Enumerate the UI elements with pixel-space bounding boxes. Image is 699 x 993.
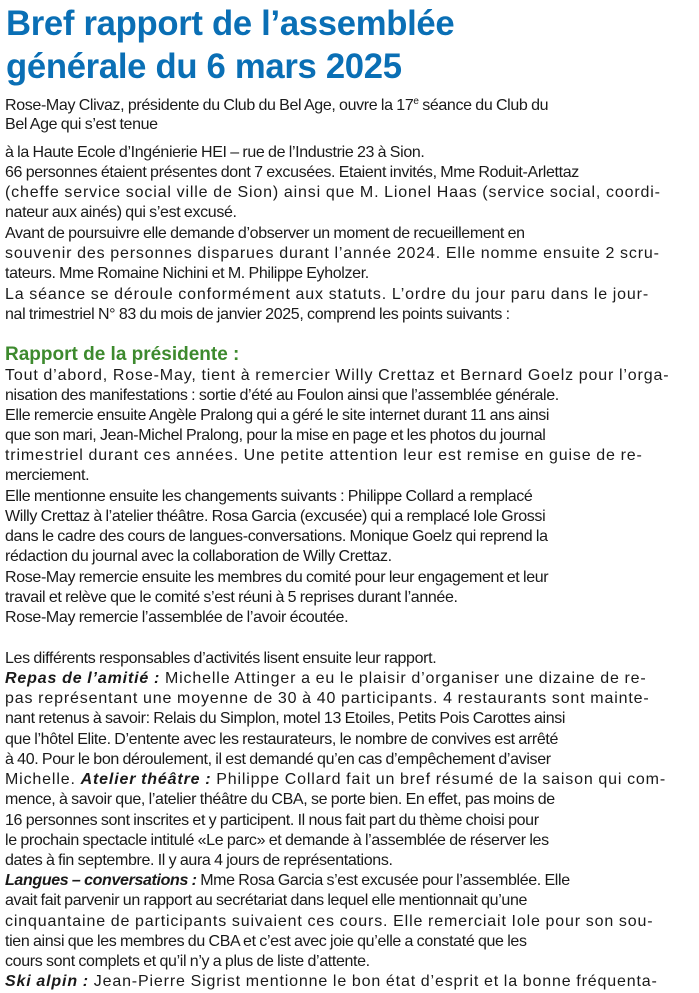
langues-line-3: cinquantaine de participants suivaient ces cours. Elle remerciait Iole pour son sou- [5, 913, 654, 930]
report-line-3: Elle remercie ensuite Angèle Pralong qui a géré le site internet durant 11 ans ainsi [5, 407, 550, 424]
intro-line-6: nateur aux ainés) qui s’est excusé. [5, 204, 237, 221]
ski-line-1 [5, 972, 693, 991]
title-line-2: générale du 6 mars 2025 [6, 47, 402, 86]
theatre-line-5: dates à fin septembre. Il y aura 4 jours de représentations. [5, 852, 393, 869]
intro-line-1 [5, 96, 693, 115]
langues-text-1: Mme Rosa Garcia s’est excusée pour l’assemblée. Elle [196, 872, 570, 889]
repas-line-4: que l’hôtel Elite. D’entente avec les restaurateurs, le nombre de convives est arrêté [5, 731, 559, 748]
intro-line-1-end: séance du Club du [418, 97, 549, 114]
repas-line-1 [5, 669, 693, 688]
title-line-1: Bref rapport de l’assemblée [6, 4, 455, 43]
ski-text-1: Jean-Pierre Sigrist mentionne le bon état d’esprit et la bonne fréquenta- [88, 973, 658, 990]
intro-line-5: (cheffe service social ville de Sion) ainsi que M. Lionel Haas (service social, coordi- [5, 184, 661, 201]
repas-text-6: Michelle. [5, 771, 81, 788]
report-line-12: travail et relève que le comité s’est réuni à 5 reprises durant l’année. [5, 589, 458, 606]
repas-label: Repas de l’amitié : [5, 670, 161, 687]
intro-line-4: 66 personnes étaient présentes dont 7 excusées. Etaient invités, Mme Roduit-Arlettaz [5, 164, 579, 181]
repas-line-2: pas représentant une moyenne de 30 à 40 participants. 4 restaurants sont mainte- [5, 690, 650, 707]
langues-line-5: cours sont complets et qu’il n’y a plus de liste d’attente. [5, 953, 370, 970]
intro-line-3: à la Haute Ecole d’Ingénierie HEI – rue de l’Industrie 23 à Sion. [5, 144, 425, 161]
report-line-2: nisation des manifestations : sortie d’été au Foulon ainsi que l’assemblée générale. [5, 387, 559, 404]
report-line-5: trimestriel durant ces années. Une petite attention leur est remise en guise de re- [5, 447, 643, 464]
intro-line-2: Bel Age qui s’est tenue [5, 116, 158, 133]
intro-line-11: nal trimestriel N° 83 du mois de janvier 2025, comprend les points suivants : [5, 306, 510, 323]
langues-line-1 [5, 871, 693, 890]
report-line-7: Elle mentionne ensuite les changements suivants : Philippe Collard a remplacé [5, 488, 533, 505]
report-line-6: merciement. [5, 467, 90, 484]
repas-line-5: à 40. Pour le bon déroulement, il est demandé qu’en cas d’empêchement d’aviser [5, 751, 551, 768]
activities-intro: Les différents responsables d’activités lisent ensuite leur rapport. [5, 650, 437, 667]
theatre-line-4: le prochain spectacle intitulé «Le parc» et demande à l’assemblée de réserver les [5, 832, 549, 849]
section-heading-president-report: Rapport de la présidente : [5, 344, 240, 365]
theatre-label: Atelier théâtre : [80, 771, 212, 788]
report-line-1: Tout d’abord, Rose-May, tient à remercier Willy Crettaz et Bernard Goelz pour l’orga- [5, 367, 670, 384]
report-line-11: Rose-May remercie ensuite les membres du comité pour leur engagement et leur [5, 569, 549, 586]
repas-theatre-line [5, 770, 693, 789]
report-line-8: Willy Crettaz à l’atelier théâtre. Rosa Garcia (excusée) qui a remplacé Iole Grossi [5, 508, 546, 525]
ordinal-superscript: e [413, 96, 419, 107]
repas-line-3: nant retenus à savoir: Relais du Simplon, motel 13 Etoiles, Petits Pois Carottes ainsi [5, 710, 566, 727]
intro-line-8: souvenir des personnes disparues durant l’année 2024. Elle nomme ensuite 2 scru- [5, 245, 660, 262]
intro-line-9: tateurs. Mme Romaine Nichini et M. Philippe Eyholzer. [5, 265, 369, 282]
ski-label: Ski alpin : [5, 973, 89, 990]
langues-line-4: tien ainsi que les membres du CBA et c’est avec joie qu’elle a constaté que les [5, 933, 527, 950]
report-line-9: dans le cadre des cours de langues-conversations. Monique Goelz qui reprend la [5, 528, 548, 545]
theatre-text-1: Philippe Collard fait un bref résumé de la saison qui com- [211, 771, 667, 788]
theatre-line-3: 16 personnes sont inscrites et y participent. Il nous fait part du thème choisi pour [5, 812, 539, 829]
repas-text-1: Michelle Attinger a eu le plaisir d’organiser une dizaine de re- [160, 670, 647, 687]
langues-line-2: avait fait parvenir un rapport au secrétariat dans lequel elle mentionnait qu’une [5, 892, 528, 909]
report-line-13: Rose-May remercie l’assemblée de l’avoir écoutée. [5, 609, 349, 626]
report-line-4: que son mari, Jean-Michel Pralong, pour la mise en page et les photos du journal [5, 427, 546, 444]
intro-line-7: Avant de poursuivre elle demande d’observer un moment de recueillement en [5, 225, 525, 242]
report-line-10: rédaction du journal avec la collaboration de Willy Crettaz. [5, 548, 392, 565]
theatre-line-2: mence, à savoir que, l’atelier théâtre du CBA, se porte bien. En effet, pas moins de [5, 791, 555, 808]
langues-label: Langues – conversations : [5, 872, 197, 889]
intro-line-1-text: Rose-May Clivaz, présidente du Club du Bel Age, ouvre la 17 [5, 97, 414, 114]
intro-line-10: La séance se déroule conformément aux statuts. L’ordre du jour paru dans le jour- [5, 286, 650, 303]
page-title [6, 2, 689, 88]
